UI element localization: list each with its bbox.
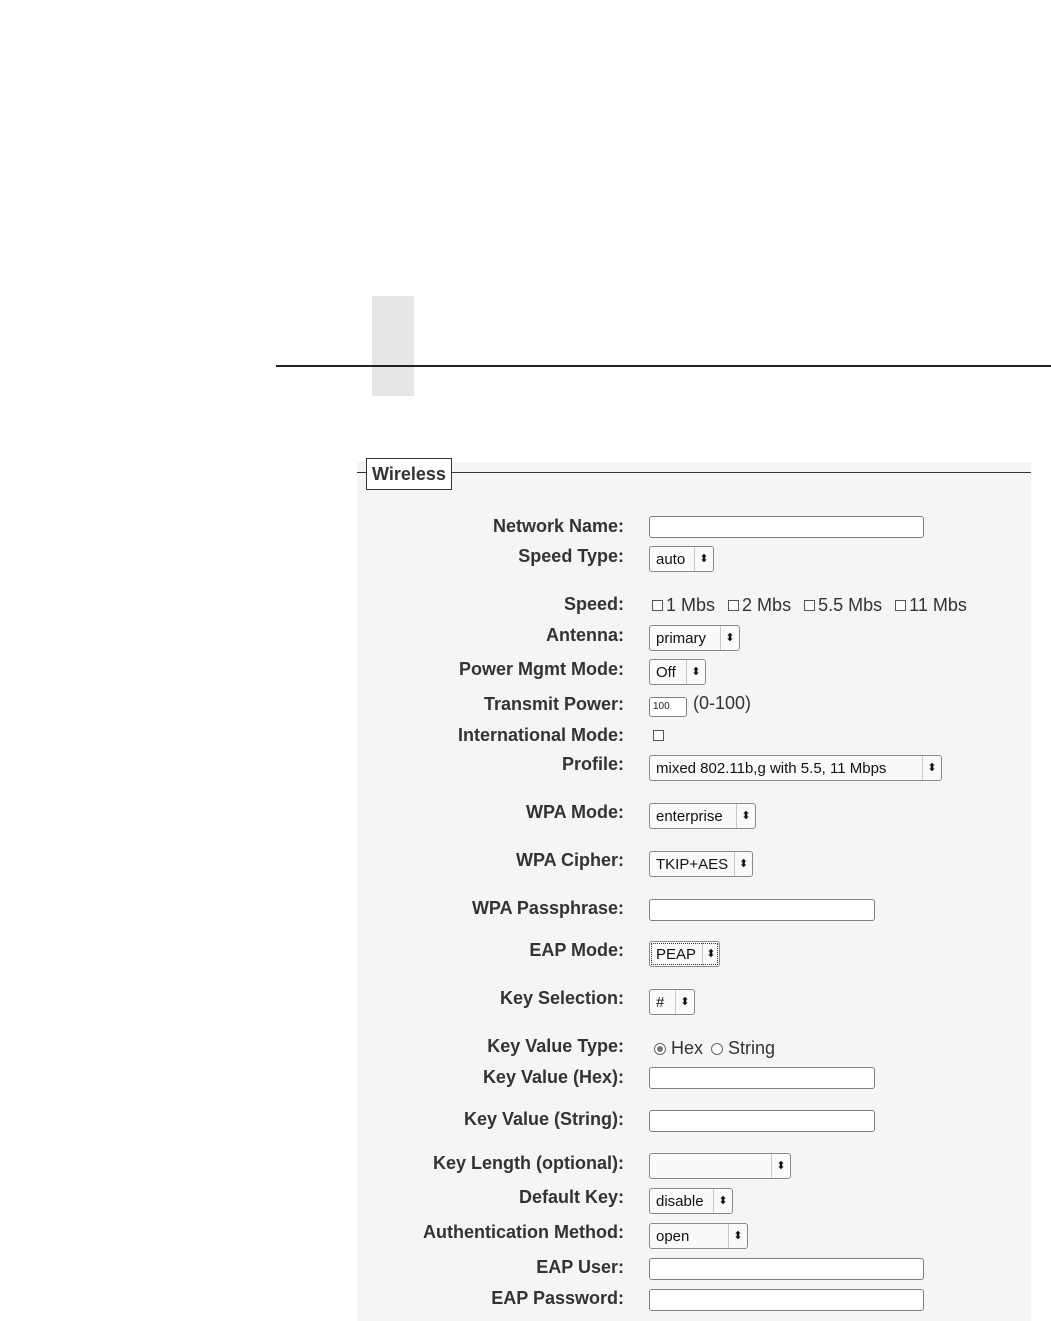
select-arrows-icon: ⬍ <box>675 990 694 1014</box>
wpa-passphrase-label: WPA Passphrase: <box>471 898 624 918</box>
speed-option-2[interactable] <box>728 595 791 616</box>
key-value-type-string-option[interactable] <box>711 1038 775 1059</box>
select-arrows-icon: ⬍ <box>694 547 713 571</box>
speed-options <box>652 595 975 616</box>
key-value-type-label: Key Value Type: <box>487 1036 624 1056</box>
profile-select[interactable] <box>649 755 942 781</box>
speed-type-value: auto <box>656 550 686 568</box>
wpa-mode-label: WPA Mode: <box>526 802 624 822</box>
key-selection-select[interactable] <box>649 989 695 1015</box>
key-value-hex-label: Key Value (Hex): <box>482 1067 624 1087</box>
network-name-label: Network Name: <box>492 516 624 536</box>
authentication-method-value: open <box>656 1227 690 1245</box>
chapter-rule <box>276 365 1051 367</box>
hex-radio-label: Hex <box>671 1038 704 1058</box>
wpa-cipher-value: TKIP+AES <box>656 855 729 873</box>
wpa-mode-select[interactable] <box>649 803 756 829</box>
antenna-label: Antenna: <box>546 625 624 645</box>
wpa-passphrase-input[interactable] <box>649 899 875 921</box>
speed-label: Speed: <box>563 594 624 614</box>
key-value-type-hex-option[interactable] <box>654 1038 703 1059</box>
speed-2-label: 2 Mbs <box>742 595 792 615</box>
key-value-string-input[interactable] <box>649 1110 875 1132</box>
authentication-method-label: Authentication Method: <box>423 1222 624 1242</box>
eap-password-label: EAP Password: <box>491 1288 624 1308</box>
eap-password-input[interactable] <box>649 1289 924 1311</box>
key-value-hex-input[interactable] <box>649 1067 875 1089</box>
select-arrows-icon: ⬍ <box>771 1154 790 1178</box>
eap-mode-select[interactable] <box>649 941 720 967</box>
fieldset-border-right <box>452 472 1031 473</box>
string-radio-label: String <box>728 1038 776 1058</box>
fieldset-legend: Wireless <box>366 458 452 490</box>
speed-option-5-5[interactable] <box>804 595 882 616</box>
speed-5-5-label: 5.5 Mbs <box>818 595 883 615</box>
select-arrows-icon: ⬍ <box>728 1224 747 1248</box>
transmit-power-input[interactable]: 100 <box>649 697 687 717</box>
network-name-input[interactable] <box>649 516 924 538</box>
default-key-select[interactable] <box>649 1188 733 1214</box>
antenna-value: primary <box>656 629 707 647</box>
authentication-method-select[interactable] <box>649 1223 748 1249</box>
eap-user-input[interactable] <box>649 1258 924 1280</box>
transmit-power-label: Transmit Power: <box>483 694 624 714</box>
eap-user-label: EAP User: <box>536 1257 624 1277</box>
select-arrows-icon: ⬍ <box>922 756 941 780</box>
speed-1-label: 1 Mbs <box>666 595 716 615</box>
default-key-value: disable <box>656 1192 704 1210</box>
select-arrows-icon: ⬍ <box>734 852 752 876</box>
profile-value: mixed 802.11b,g with 5.5, 11 Mbps <box>656 759 887 777</box>
string-radio[interactable] <box>711 1043 723 1055</box>
speed-type-label: Speed Type: <box>518 546 624 566</box>
fieldset-border-left <box>357 472 366 473</box>
key-selection-value: # <box>656 993 665 1011</box>
speed-option-11[interactable] <box>895 595 967 616</box>
speed-11-label: 11 Mbs <box>909 595 967 615</box>
speed-5-5-checkbox[interactable] <box>804 600 815 611</box>
key-value-string-label: Key Value (String): <box>463 1109 624 1129</box>
key-length-label: Key Length (optional): <box>433 1153 624 1173</box>
hex-radio[interactable] <box>654 1043 666 1055</box>
power-mgmt-mode-label: Power Mgmt Mode: <box>459 659 624 679</box>
key-length-select[interactable] <box>649 1153 791 1179</box>
power-mgmt-mode-value: Off <box>656 663 676 681</box>
select-arrows-icon: ⬍ <box>713 1189 732 1213</box>
select-arrows-icon: ⬍ <box>736 804 755 828</box>
default-key-label: Default Key: <box>518 1187 624 1207</box>
power-mgmt-mode-select[interactable] <box>649 659 706 685</box>
antenna-select[interactable] <box>649 625 740 651</box>
wpa-mode-value: enterprise <box>656 807 723 825</box>
key-value-type-group <box>654 1038 783 1059</box>
speed-1-checkbox[interactable] <box>652 600 663 611</box>
international-mode-checkbox[interactable] <box>653 730 664 741</box>
profile-label: Profile: <box>561 754 624 774</box>
speed-option-1[interactable] <box>652 595 715 616</box>
select-arrows-icon: ⬍ <box>702 942 719 966</box>
key-selection-label: Key Selection: <box>499 988 624 1008</box>
speed-2-checkbox[interactable] <box>728 600 739 611</box>
select-arrows-icon: ⬍ <box>686 660 705 684</box>
wpa-cipher-select[interactable] <box>649 851 753 877</box>
chapter-tab-marker <box>372 296 414 396</box>
speed-11-checkbox[interactable] <box>895 600 906 611</box>
speed-type-select[interactable] <box>649 546 714 572</box>
eap-mode-value: PEAP <box>656 945 697 963</box>
transmit-power-range-hint: (0-100) <box>693 693 752 713</box>
select-arrows-icon: ⬍ <box>720 626 739 650</box>
wpa-cipher-label: WPA Cipher: <box>516 850 624 870</box>
international-mode-label: International Mode: <box>458 725 624 745</box>
eap-mode-label: EAP Mode: <box>529 940 624 960</box>
